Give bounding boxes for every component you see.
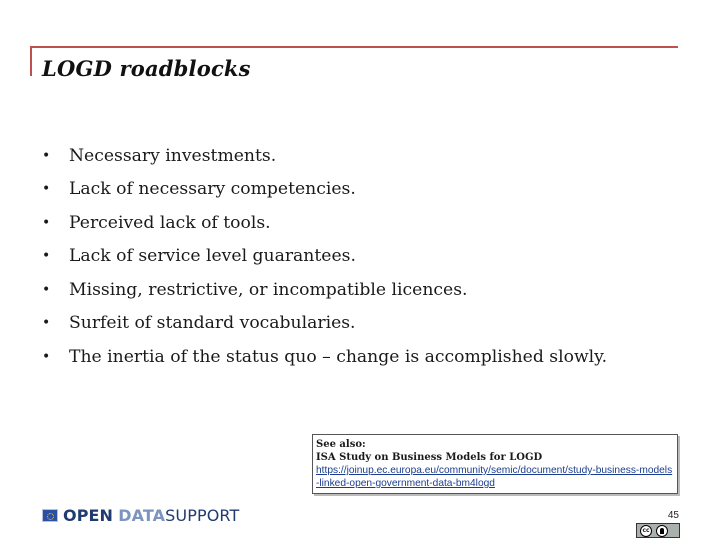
list-item — [42, 173, 607, 207]
attribution-icon — [656, 525, 668, 537]
bullet-text: The inertia of the status quo – change is accomplished slowly. — [69, 346, 608, 367]
bullet-icon: • — [42, 214, 51, 231]
list-item — [42, 206, 607, 240]
see-also-link[interactable]: https://joinup.ec.europa.eu/community/semic/document/study-business-models-linked-open-government-data-bm4logd — [316, 465, 673, 489]
slide-title: LOGD roadblocks — [42, 56, 251, 81]
list-item — [42, 340, 607, 374]
list-item — [42, 139, 607, 173]
see-also-box — [312, 434, 678, 494]
list-item — [42, 273, 607, 307]
bullet-icon: • — [42, 281, 51, 298]
bullet-icon: • — [42, 147, 51, 164]
bullet-text: Lack of service level guarantees. — [69, 246, 356, 267]
see-also-subheading: ISA Study on Business Models for LOGD — [316, 452, 543, 463]
bullet-text: Perceived lack of tools. — [69, 212, 271, 233]
list-item — [42, 307, 607, 341]
bullet-text: Surfeit of standard vocabularies. — [69, 313, 356, 334]
logo-data: DATA — [118, 506, 166, 525]
logo-open: OPEN — [63, 506, 114, 525]
logo-support: SUPPORT — [165, 506, 240, 525]
bullet-text: Necessary investments. — [69, 145, 277, 166]
creative-commons-by-icon — [636, 523, 680, 538]
bullet-icon: • — [42, 248, 51, 265]
bullet-text: Missing, restrictive, or incompatible licences. — [69, 279, 468, 300]
list-item — [42, 240, 607, 274]
bullet-icon: • — [42, 348, 51, 365]
cc-icon: cc — [640, 525, 652, 537]
bullet-icon: • — [42, 181, 51, 198]
page-number: 45 — [667, 510, 679, 521]
eu-flag-icon — [42, 509, 58, 522]
bullet-list — [42, 139, 607, 374]
bullet-text: Lack of necessary competencies. — [69, 179, 356, 200]
bullet-icon: • — [42, 315, 51, 332]
see-also-heading: See also: — [316, 439, 366, 450]
open-data-support-logo — [42, 506, 239, 525]
